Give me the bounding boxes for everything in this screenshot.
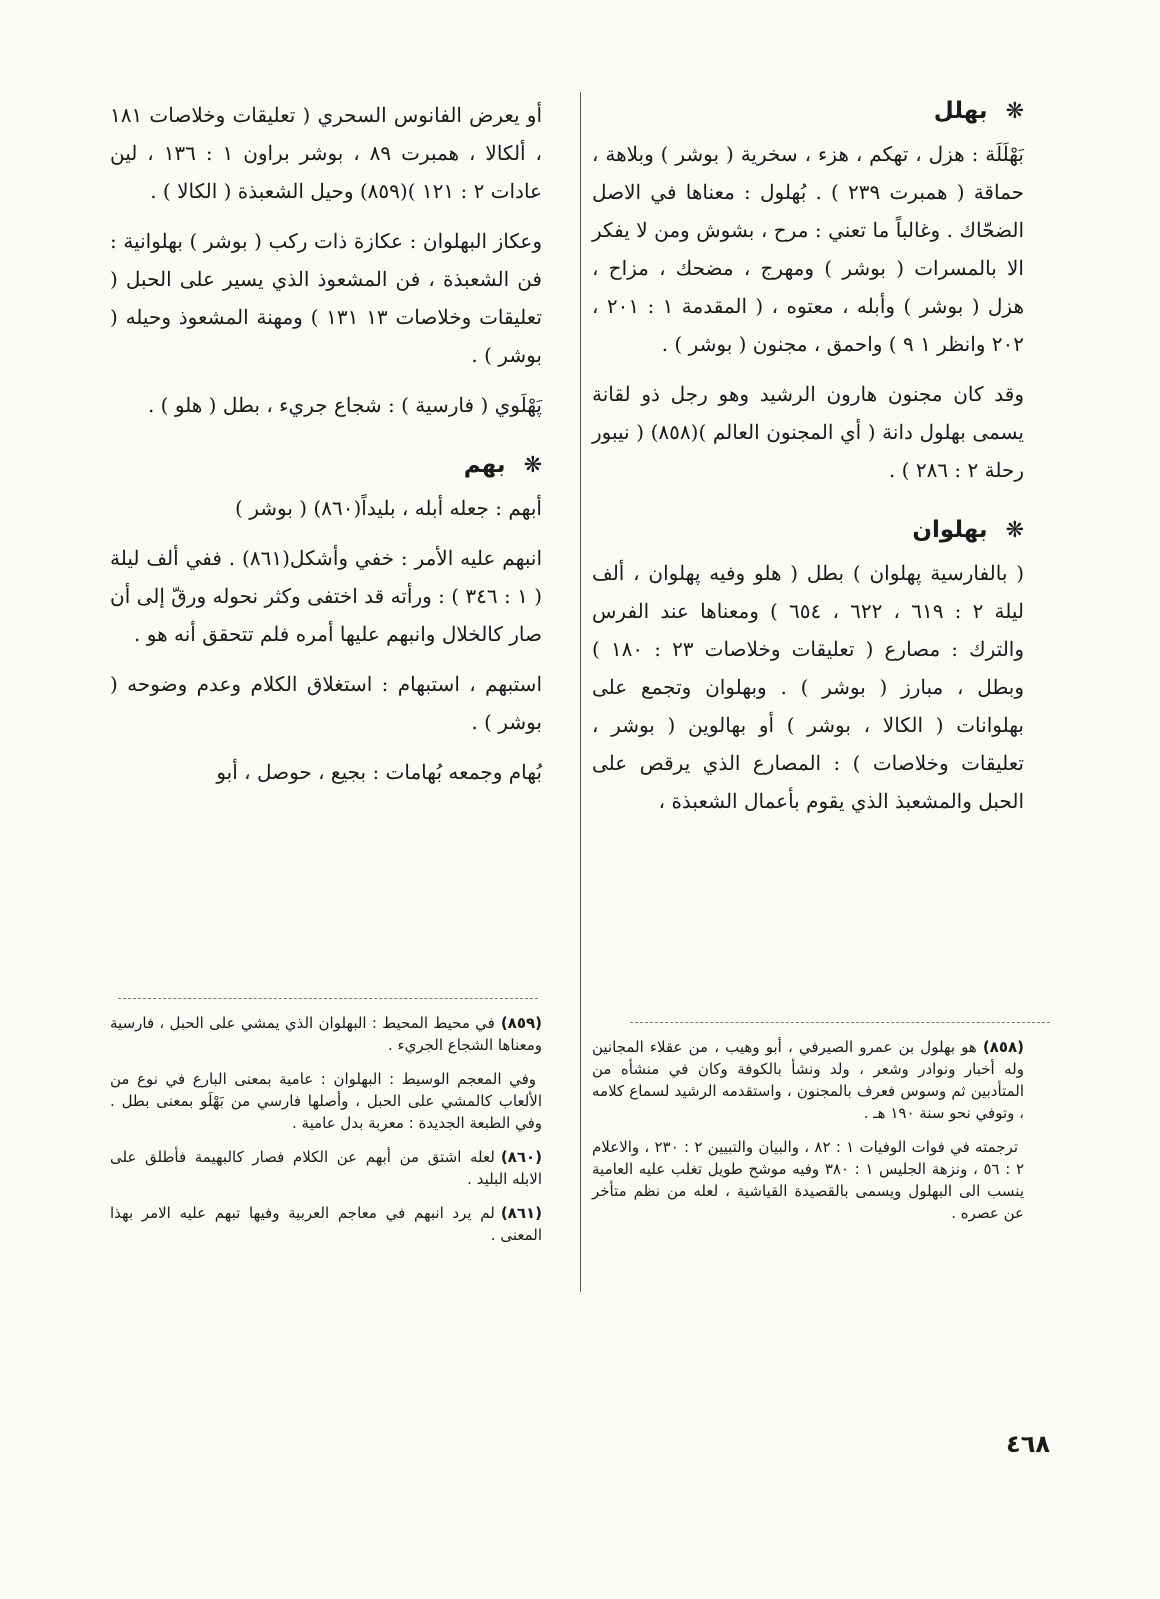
footnote-rule-right [630,1022,1050,1023]
entry-paragraph: أو يعرض الفانوس السحري ( تعليقات وخلاصات ١٨١ ، ألكالا ، همبرت ٨٩ ، بوشر براون ١ : ١٣٦ ، لين عادات ٢ : ١٢١ )(٨٥٩) وحيل الشعبذة ( الكالا ) . [110,103,543,203]
footnote [110,1012,542,1056]
entry-paragraph: انبهم عليه الأمر : خفي وأشكل(٨٦١) . ففي ألف ليلة ( ١ : ٣٤٦ ) : ورأته قد اختفى وكثر نحوله ورقّ إلى أن صار كالخلال وانبهم عليها أمره فلم تتحقق أنه هو . [110,546,543,646]
entry-bahlal [592,96,1024,489]
footnotes-right [592,1036,1024,1236]
headword-text: بهلوان [912,517,988,543]
asterisk-icon: ❋ [1005,518,1024,543]
footnote-text: ترجمته في فوات الوفيات ١ : ٨٢ ، والبيان والتبيين ٢ : ٢٣٠ ، والاعلام ٢ : ٥٦ ، ونزهة الجليس ١ : ٣٨٠ وفيه موشح طويل تغلب عليه العامية ينسب الى البهلول ويسمى بالقصيدة القياشية ، لعله من نظم متأخر عن عصره . [592,1138,1025,1222]
footnote [110,1068,542,1134]
entry-headword [592,96,1024,127]
left-column [110,96,542,817]
headword-text: بهلل [933,98,988,124]
entry-paragraph: وعكاز البهلوان : عكازة ذات ركب ( بوشر ) بهلوانية : فن الشعبذة ، فن المشعوذ الذي يسير على الحبل ( تعليقات وخلاصات ١٣ ١٣١ ) ومهنة المشعوذ وحيله ( بوشر ) . [110,229,542,367]
footnote-text: هو بهلول بن عمرو الصيرفي ، أبو وهيب ، من عقلاء المجانين وله أخبار ونوادر وشعر ، ولد ونشأ بالكوفة وكان في منشأه من المتأدبين ثم وسوس فعرف بالمجنون ، واستقدمه الرشيد لسماع كلامه ، وتوفي نحو سنة ١٩٠ هـ . [592,1038,1024,1122]
asterisk-icon: ❋ [1005,99,1024,124]
entry-paragraph: ( بالفارسية پهلوان ) بطل ( هلو وفيه پهلوان ، ألف ليلة ٢ : ٦١٩ ، ٦٢٢ ، ٦٥٤ ) ومعناها عند الفرس والترك : مصارع ( تعليقات وخلاصات ٢٣ : ١٨٠ ) وبطل ، مبارز ( بوشر ) . وبهلوان وتجمع على بهلوانات ( الكالا ، بوشر ) أو بهالوين ( بوشر ، تعليقات وخلاصات ) : المصارع الذي يرقص على الحبل والمشعبذ الذي يقوم بأعمال الشعبذة ، [592,561,1025,813]
entry-bahlawan [592,515,1024,820]
headword-text: بهم [463,452,506,478]
entry-headword [592,515,1024,546]
entry-paragraph: استبهم ، استبهام : استغلاق الكلام وعدم وضوحه ( بوشر ) . [110,672,542,734]
footnote-number: (٨٥٨) [982,1038,1024,1056]
footnote [592,1136,1024,1224]
entry-bahlawan-continued [110,96,542,424]
entry-baham [110,450,542,791]
footnote-text: في محيط المحيط : البهلوان الذي يمشي على الحبل ، فارسية ومعناها الشجاع الجريء . [110,1014,542,1054]
entry-headword [110,450,542,481]
footnote-number: (٨٥٩) [500,1014,542,1032]
footnote [110,1202,542,1246]
entry-paragraph: بُهام وجمعه بُهامات : بجيع ، حوصل ، أبو [216,760,542,784]
footnote [110,1146,542,1190]
page-number: ٤٦٨ [1006,1430,1050,1458]
footnote-number: (٨٦٠) [500,1148,542,1166]
entry-paragraph: بَهْلَلَة : هزل ، تهكم ، هزء ، سخرية ( بوشر ) وبلاهة ، حماقة ( همبرت ٢٣٩ ) . بُهلول : معناها في الاصل الضحّاك . وغالباً ما تعني : مرح ، بشوش ومن لا يفكر الا بالمسرات ( بوشر ) ومهرج ، مضحك ، مزاح ، هزل ( بوشر ) وأبله ، معتوه ، ( المقدمة ١ : ٢٠١ ، ٢٠٢ وانظر ١ ٩ ) واحمق ، مجنون ( بوشر ) . [592,142,1025,356]
column-divider [580,92,581,1292]
footnote-rule-left [118,998,538,999]
footnote-text: لم يرد انبهم في معاجم العربية وفيها تبهم عليه الامر بهذا المعنى . [110,1204,542,1244]
entry-paragraph: پَهْلَوي ( فارسية ) : شجاع جريء ، بطل ( هلو ) . [147,393,542,417]
right-column [592,96,1024,846]
footnote-number: (٨٦١) [500,1204,542,1222]
footnote [592,1036,1024,1124]
asterisk-icon: ❋ [523,453,542,478]
footnote-text: لعله اشتق من أبهم عن الكلام فصار كالبهيمة فأطلق على الابله البليد . [110,1148,542,1188]
footnote-text: وفي المعجم الوسيط : البهلوان : عامية بمعنى البارع في نوع من الألعاب كالمشي على الحبل ، وأصلها فارسي من بَهْلَو بمعنى بطل . وفي الطبعة الجديدة : معربة بدل عامية . [110,1070,542,1132]
entry-paragraph: وقد كان مجنون هارون الرشيد وهو رجل ذو لقانة يسمى بهلول دانة ( أي المجنون العالم )(٨٥٨) ( نيبور رحلة ٢ : ٢٨٦ ) . [592,382,1024,482]
entry-paragraph: أبهم : جعله أبله ، بليداً(٨٦٠) ( بوشر ) [235,496,542,520]
footnotes-left [110,1012,542,1258]
